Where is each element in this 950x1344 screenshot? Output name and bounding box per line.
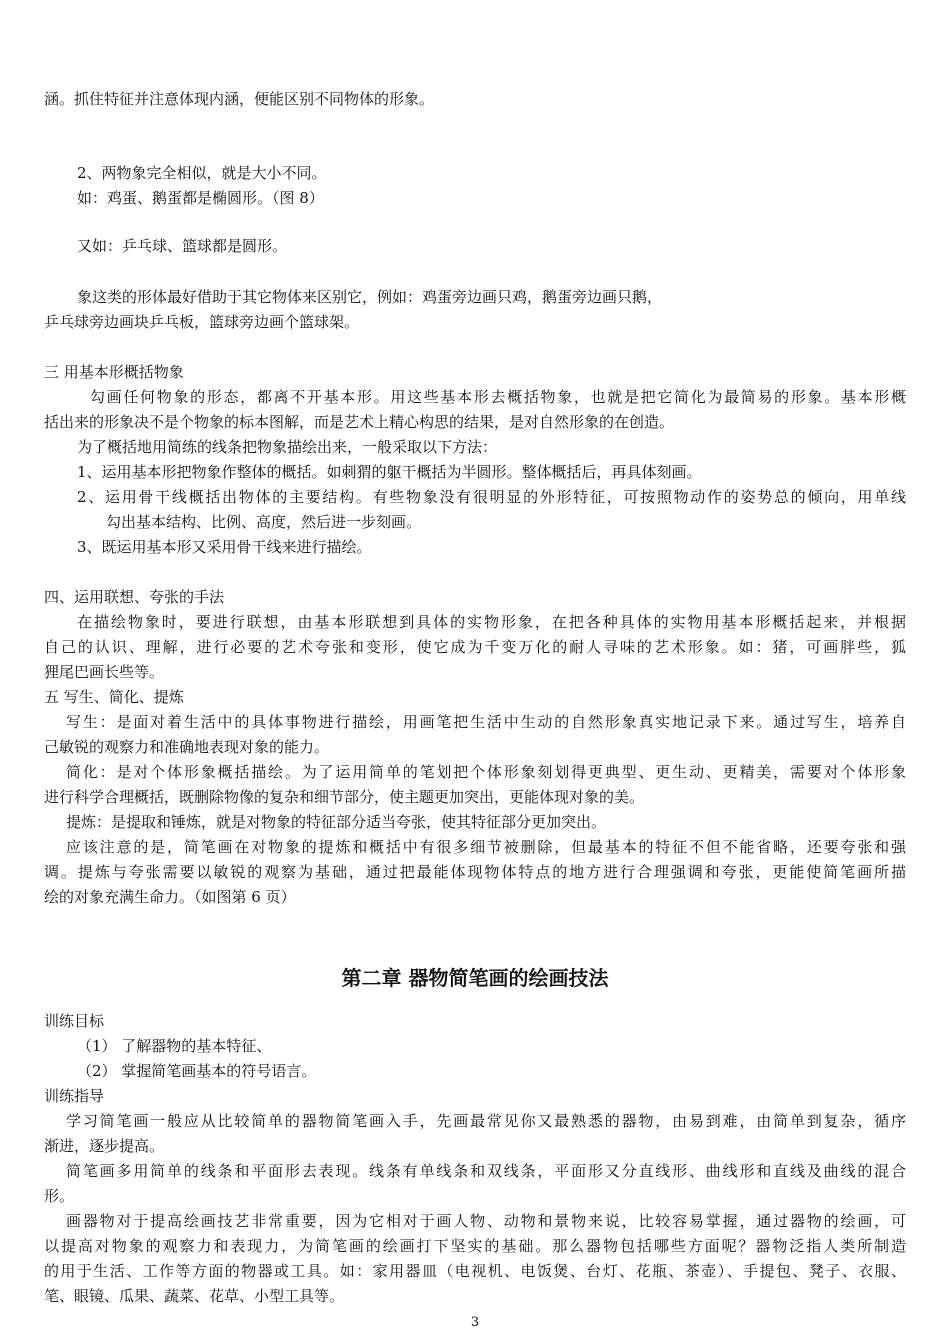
list-item: 1、运用基本形把物象作整体的概括。如刺猬的躯干概括为半圆形。整体概括后，再具体刻画。 <box>77 463 702 481</box>
list-item: 2、两物象完全相似，就是大小不同。 <box>77 164 327 182</box>
paragraph-line: 简化：是对个体形象概括描绘。为了运用简单的笔划把个体形象刻划得更典型、更生动、更精美，需要对个体形象 <box>66 763 906 781</box>
paragraph-line: 狸尾巴画长些等。 <box>44 663 165 681</box>
paragraph-line: 提炼：是提取和锤炼，就是对物象的特征部分适当夸张，使其特征部分更加突出。 <box>66 813 607 831</box>
paragraph-line: 笔、眼镜、瓜果、蔬菜、花草、小型工具等。 <box>44 1287 345 1305</box>
paragraph-line: 为了概括地用简练的线条把物象描绘出来，一般采取以下方法： <box>77 438 498 456</box>
paragraph-line: 乒乓球旁边画块乒乓板，篮球旁边画个篮球架。 <box>44 313 360 331</box>
page-number: 3 <box>470 1315 480 1330</box>
paragraph-line: 渐进，逐步提高。 <box>44 1137 165 1155</box>
list-item: 2、运用骨干线概括出物体的主要结构。有些物象没有很明显的外形特征，可按照物动作的姿势总的倾向，用单线 <box>77 488 906 506</box>
paragraph-line: 涵。抓住特征并注意体现内涵，便能区别不同物体的形象。 <box>44 90 435 108</box>
list-item: （2） 掌握简笔画基本的符号语言。 <box>77 1062 317 1080</box>
paragraph-line: 括出来的形象决不是个物象的标本图解，而是艺术上精心构思的结果，是对自然形象的在创造。 <box>44 413 675 431</box>
chapter-title: 第二章 器物简笔画的绘画技法 <box>341 966 609 990</box>
paragraph-line: 在描绘物象时，要进行联想，由基本形联想到具体的实物形象，在把各种具体的实物用基本形概括起来，并根据 <box>77 613 906 631</box>
paragraph-line: 学习简笔画一般应从比较简单的器物简笔画入手，先画最常见你又最熟悉的器物，由易到难，由简单到复杂，循序 <box>66 1112 906 1130</box>
paragraph-line: 应该注意的是，简笔画在对物象的提炼和概括中有很多细节被删除，但最基本的特征不但不能省略，还要夸张和强 <box>66 838 906 856</box>
paragraph-line: 自己的认识、理解，进行必要的艺术夸张和变形，使它成为千变万化的耐人寻味的艺术形象。如：猪，可画胖些，狐 <box>44 638 906 656</box>
paragraph-line: 形。 <box>44 1187 75 1205</box>
paragraph-line: 进行科学合理概括，既删除物像的复杂和细节部分，使主题更加突出，更能体现对象的美。 <box>44 788 645 806</box>
section-heading: 训练目标 <box>44 1012 105 1030</box>
paragraph-line: 调。提炼与夸张需要以敏锐的观察为基础，通过把最能体现物体特点的地方进行合理强调和夸张，更能使简笔画所描 <box>44 863 906 881</box>
paragraph-line: 象这类的形体最好借助于其它物体来区别它，例如：鸡蛋旁边画只鸡，鹅蛋旁边画只鹅， <box>77 288 663 306</box>
paragraph-line: 己敏锐的观察力和准确地表现对象的能力。 <box>44 738 330 756</box>
paragraph-line: 又如：乒乓球、篮球都是圆形。 <box>77 237 288 255</box>
paragraph-line: 如：鸡蛋、鹅蛋都是椭圆形。（图 8） <box>77 189 324 207</box>
section-heading: 五 写生、简化、提炼 <box>44 688 184 706</box>
paragraph-line: 以提高对物象的观察力和表现力，为简笔画的绘画打下坚实的基础。那么器物包括哪些方面呢？器物泛指人类所制造 <box>44 1237 906 1255</box>
list-item-continuation: 勾出基本结构、比例、高度，然后进一步刻画。 <box>106 513 422 531</box>
section-heading: 三 用基本形概括物象 <box>44 363 184 381</box>
section-heading: 训练指导 <box>44 1087 105 1105</box>
section-heading: 四、运用联想、夸张的手法 <box>44 588 225 606</box>
paragraph-line: 勾画任何物象的形态，都离不开基本形。用这些基本形去概括物象，也就是把它简化为最简易的形象。基本形概 <box>90 388 906 406</box>
list-item: （1） 了解器物的基本特征、 <box>77 1037 272 1055</box>
paragraph-line: 的用于生活、工作等方面的物器或工具。如：家用器皿（电视机、电饭煲、台灯、花瓶、茶壶）、手提包、凳子、衣服、 <box>44 1262 906 1280</box>
paragraph-line: 绘的对象充满生命力。（如图第 6 页） <box>44 888 296 906</box>
paragraph-line: 写生：是面对着生活中的具体事物进行描绘，用画笔把生活中生动的自然形象真实地记录下来。通过写生，培养自 <box>66 713 906 731</box>
paragraph-line: 画器物对于提高绘画技艺非常重要，因为它相对于画人物、动物和景物来说，比较容易掌握，通过器物的绘画，可 <box>66 1212 906 1230</box>
paragraph-line: 简笔画多用简单的线条和平面形去表现。线条有单线条和双线条，平面形又分直线形、曲线形和直线及曲线的混合 <box>66 1162 906 1180</box>
list-item: 3、既运用基本形又采用骨干线来进行描绘。 <box>77 538 372 556</box>
